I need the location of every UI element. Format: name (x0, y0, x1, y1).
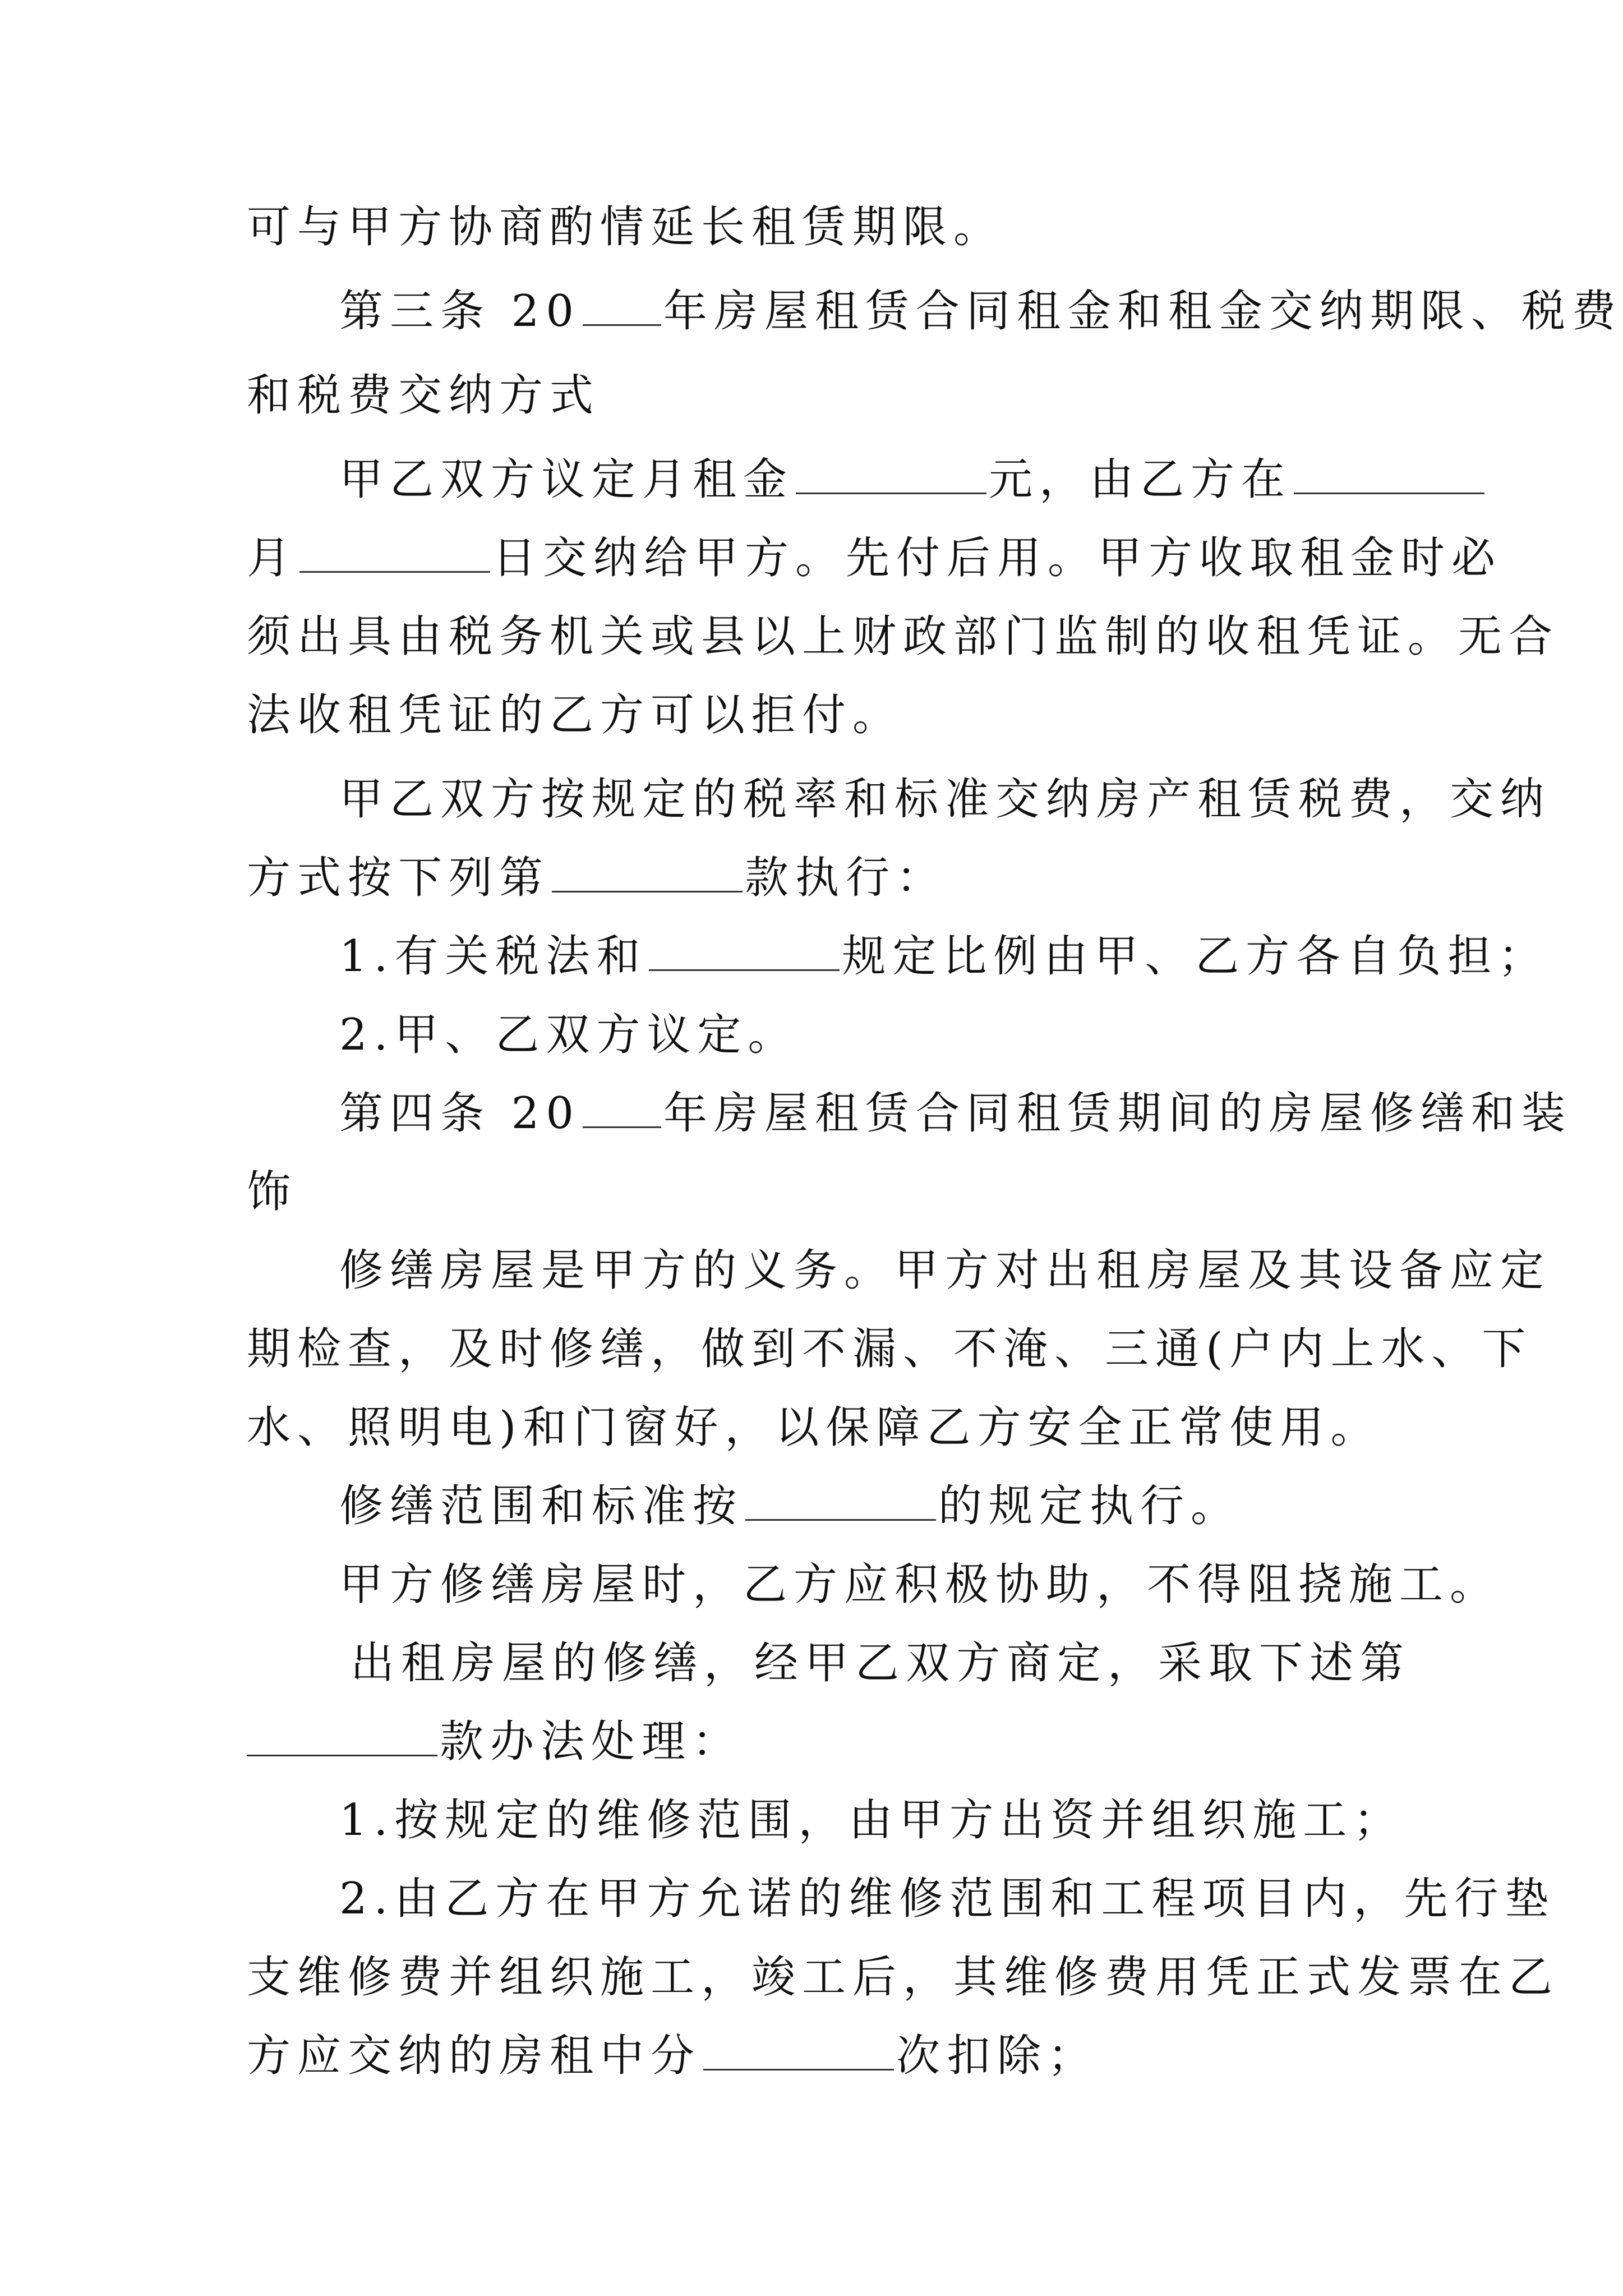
text-segment: 年房屋租赁合同租赁期间的房屋修缮和装 (663, 1088, 1573, 1139)
text-segment: 可与甲方协商酌情延长租赁期限。 (247, 202, 1004, 252)
text-segment: 修缮房屋是甲方的义务。甲方对出租房屋及其设备应定 (339, 1245, 1551, 1296)
text-segment: 1.有关税法和 (339, 931, 647, 982)
text-segment: 出租房屋的修缮，经甲乙双方商定，采取下述第 (351, 1638, 1411, 1688)
text-segment: 月 (247, 533, 298, 583)
text-line (247, 194, 1385, 261)
text-line (339, 446, 1385, 513)
text-segment: 款执行： (745, 853, 947, 903)
text-segment: 支维修费并组织施工，竣工后，其维修费用凭正式发票在乙 (247, 1952, 1560, 2003)
article-heading (339, 1080, 1573, 1147)
text-segment: 年房屋租赁合同租金和租金交纳期限、税费 (663, 286, 1623, 337)
fill-blank (649, 930, 840, 971)
article-heading-cont (247, 1158, 1385, 1226)
list-item (339, 1001, 1385, 1069)
text-line (339, 1551, 1501, 1618)
text-segment: 第四条 20 (339, 1088, 581, 1139)
text-line (339, 1473, 1385, 1540)
article-heading (339, 278, 1623, 345)
text-segment: 款办法处理： (440, 1717, 743, 1767)
fill-blank (583, 285, 661, 326)
text-segment: 和税费交纳方式 (247, 370, 601, 421)
text-line (247, 2022, 1385, 2090)
text-segment: 甲方修缮房屋时，乙方应积极协助，不得阻挠施工。 (339, 1559, 1501, 1610)
fill-blank (1294, 453, 1484, 494)
text-segment: 甲乙双方按规定的税率和标准交纳房产租赁税费，交纳 (339, 774, 1551, 825)
text-segment: 期检查，及时修缮，做到不漏、不淹、三通(户内上水、下 (247, 1324, 1533, 1374)
text-segment: 甲乙双方议定月租金 (339, 454, 794, 505)
text-line (247, 1708, 1385, 1775)
fill-blank (247, 1715, 437, 1756)
text-line (247, 1944, 1560, 2011)
text-line (247, 1315, 1533, 1383)
text-line (247, 682, 1385, 749)
text-segment: 饰 (247, 1167, 298, 1217)
article-heading-cont (247, 362, 1385, 429)
text-segment: 2.甲、乙双方议定。 (339, 1010, 799, 1060)
fill-blank (552, 852, 743, 892)
text-segment: 方应交纳的房租中分 (247, 2031, 702, 2081)
text-line (351, 1630, 1411, 1697)
fill-blank (703, 2030, 894, 2070)
text-segment: 修缮范围和标准按 (339, 1481, 744, 1531)
text-segment: 水、照明电)和门窗好，以保障乙方安全正常使用。 (247, 1402, 1381, 1453)
fill-blank (745, 1480, 936, 1521)
text-segment: 1.按规定的维修范围，由甲方出资并组织施工； (339, 1795, 1404, 1846)
text-line (339, 766, 1551, 833)
text-line (247, 1394, 1385, 1461)
text-segment: 元，由乙方在 (989, 454, 1292, 505)
text-segment: 日交纳给甲方。先付后用。甲方收取租金时必 (492, 533, 1502, 583)
list-item (339, 1865, 1556, 1932)
fill-blank (583, 1087, 661, 1128)
text-line (247, 603, 1560, 670)
list-item (339, 1787, 1404, 1854)
text-segment: 方式按下列第 (247, 853, 550, 903)
text-line (339, 1237, 1551, 1304)
list-item (339, 923, 1549, 990)
text-segment: 2.由乙方在甲方允诺的维修范围和工程项目内，先行垫 (339, 1874, 1556, 1924)
text-segment: 法收租凭证的乙方可以拒付。 (247, 690, 903, 740)
text-segment: 次扣除； (896, 2031, 1099, 2081)
text-line (247, 524, 1502, 592)
text-line (247, 844, 1385, 912)
text-segment: 须出具由税务机关或县以上财政部门监制的收租凭证。无合 (247, 611, 1560, 662)
text-segment: 第三条 20 (339, 286, 581, 337)
fill-blank (796, 453, 986, 494)
text-segment: 规定比例由甲、乙方各自负担； (842, 931, 1549, 982)
text-segment: 的规定执行。 (938, 1481, 1242, 1531)
fill-blank (299, 532, 490, 573)
